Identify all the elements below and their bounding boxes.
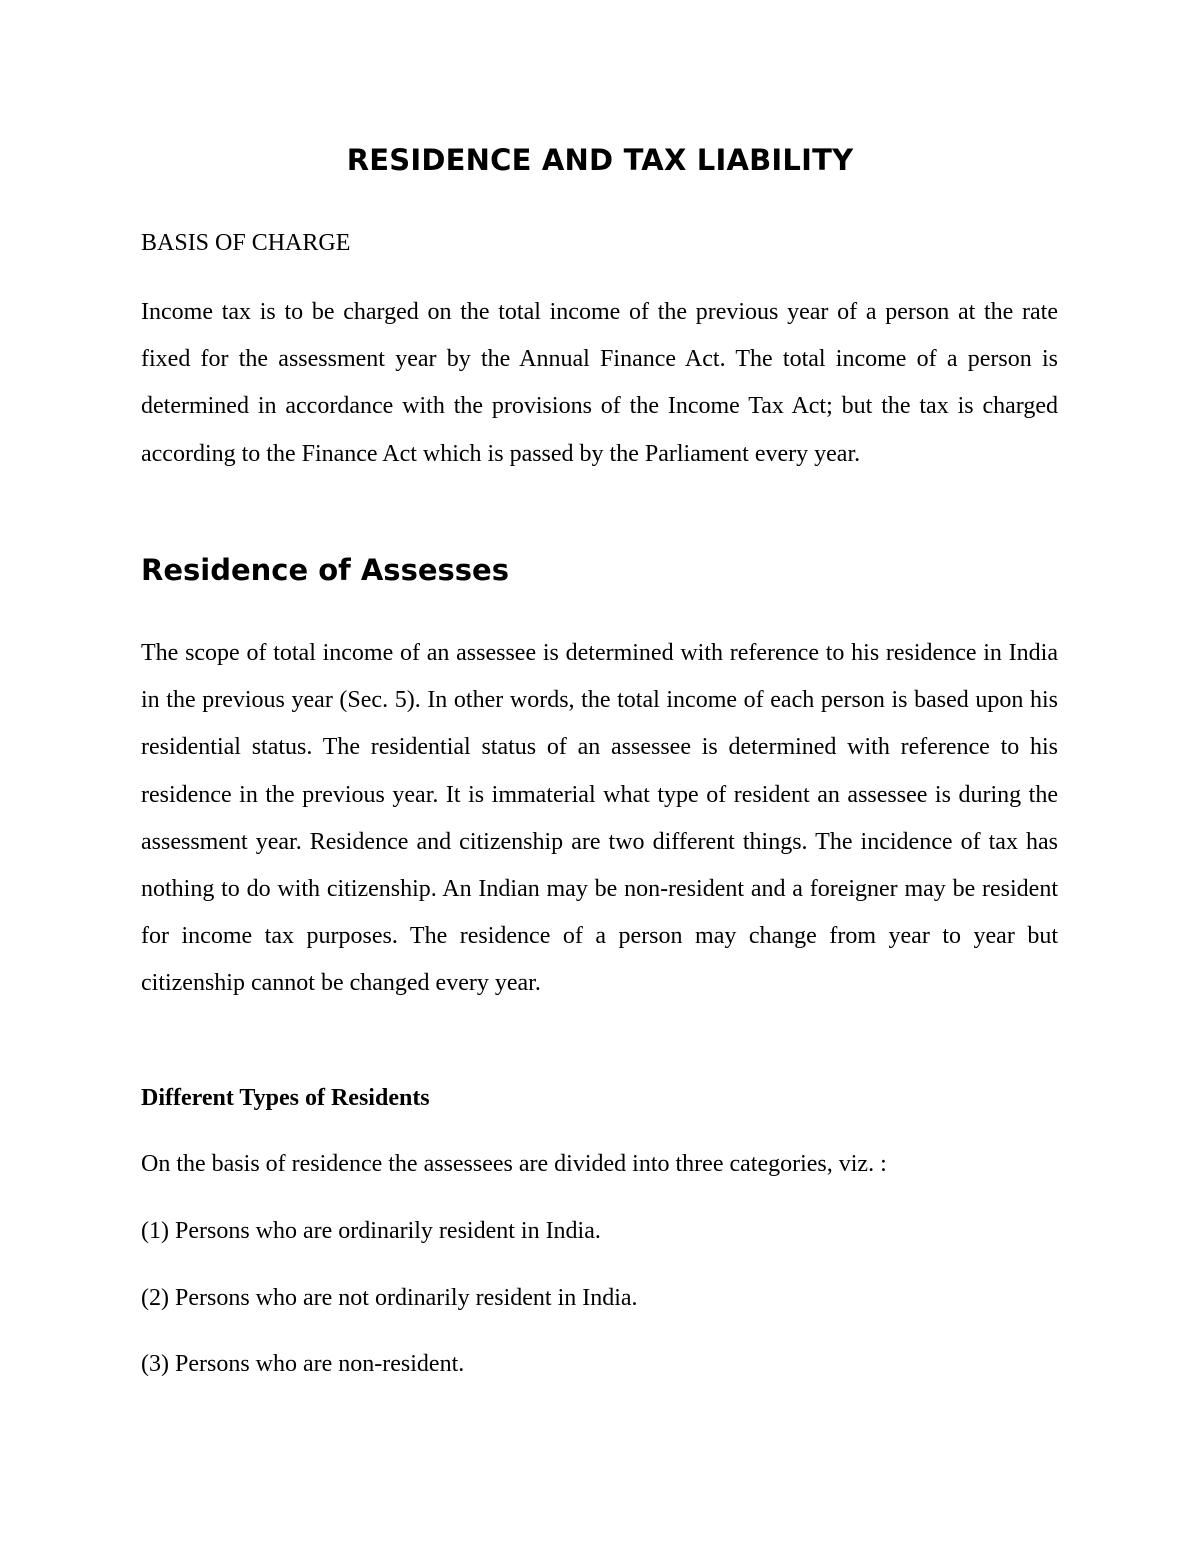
category-item-3: (3) Persons who are non-resident. — [141, 1351, 465, 1377]
residence-section-heading: Residence of Assesses — [141, 553, 509, 587]
category-item-2: (2) Persons who are not ordinarily resident in India. — [141, 1285, 638, 1311]
residence-section-paragraph: The scope of total income of an assessee is determined with reference to his residence in India in the previous year (Sec. 5). In other words, the total income of each person is based upon his residential status. The residential status of an assessee is determined with reference to his residence in the previous year. It is immaterial what type of resident an assessee is during the assessment year. Residence and citizenship are two different things. The incidence of tax has nothing to do with citizenship. An Indian may be non-resident and a foreigner may be resident for income tax purposes. The residence of a person may change from year to year but citizenship cannot be changed every year. — [141, 640, 1058, 997]
basis-of-charge-heading: BASIS OF CHARGE — [141, 230, 351, 256]
basis-of-charge-paragraph: Income tax is to be charged on the total income of the previous year of a person at the rate fixed for the assessment year by the Annual Finance Act. The total income of a person is determined in accordance with the provisions of the Income Tax Act; but the tax is charged according to the Finance Act which is passed by the Parliament every year. — [141, 299, 1058, 467]
types-intro-text: On the basis of residence the assessees are divided into three categories, viz. : — [141, 1151, 887, 1177]
document-title: RESIDENCE AND TAX LIABILITY — [346, 143, 854, 177]
types-of-residents-heading: Different Types of Residents — [141, 1085, 430, 1111]
category-item-1: (1) Persons who are ordinarily resident in India. — [141, 1218, 601, 1244]
